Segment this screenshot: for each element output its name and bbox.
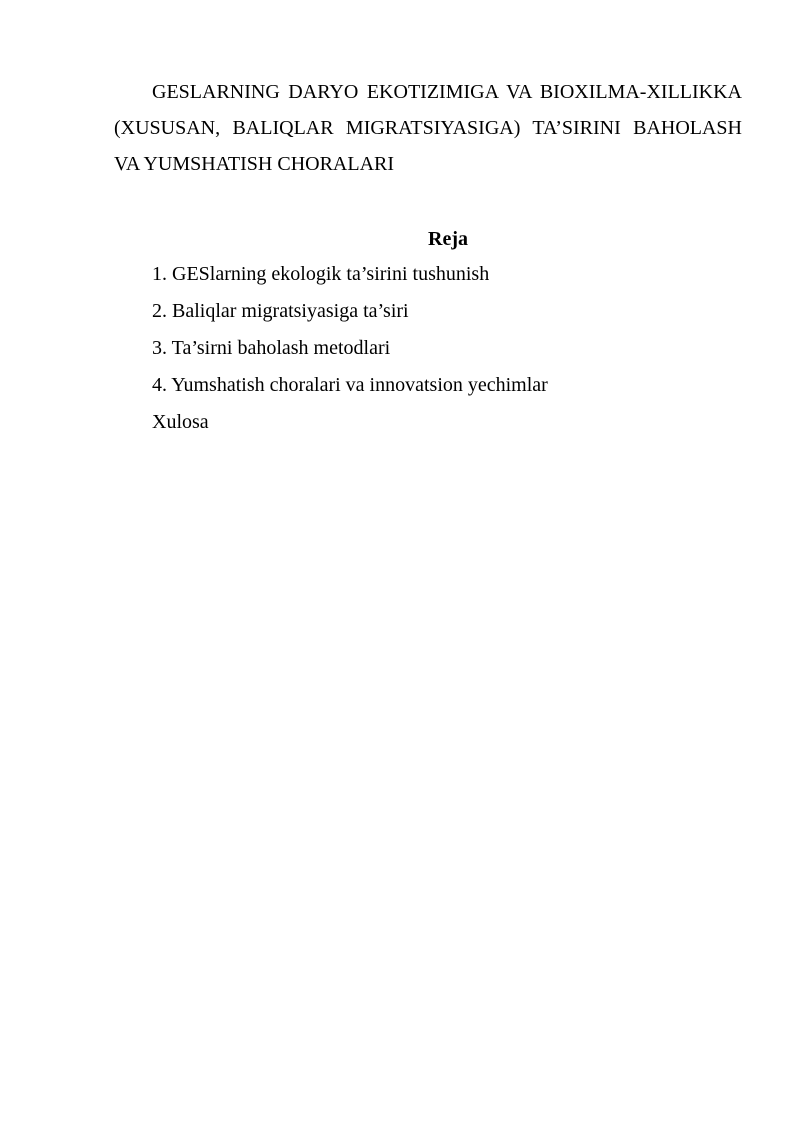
- plan-heading: Reja: [428, 228, 468, 250]
- plan-list: [152, 262, 548, 447]
- plan-item-1: 1. GESlarning ekologik ta’sirini tushunish: [152, 263, 490, 285]
- plan-item-conclusion: Xulosa: [152, 411, 209, 433]
- plan-item-4: 4. Yumshatish choralari va innovatsion yechimlar: [152, 374, 548, 396]
- document-title: GESLARNING DARYO EKOTIZIMIGA VA BIOXILMA-XILLIKKA (XUSUSAN, BALIQLAR MIGRATSIYASIGA) TA’SIRINI BAHOLASH VA YUMSHATISH CHORALARI: [114, 81, 742, 175]
- plan-item-3: 3. Ta’sirni baholash metodlari: [152, 337, 391, 359]
- plan-item-2: 2. Baliqlar migratsiyasiga ta’siri: [152, 300, 409, 322]
